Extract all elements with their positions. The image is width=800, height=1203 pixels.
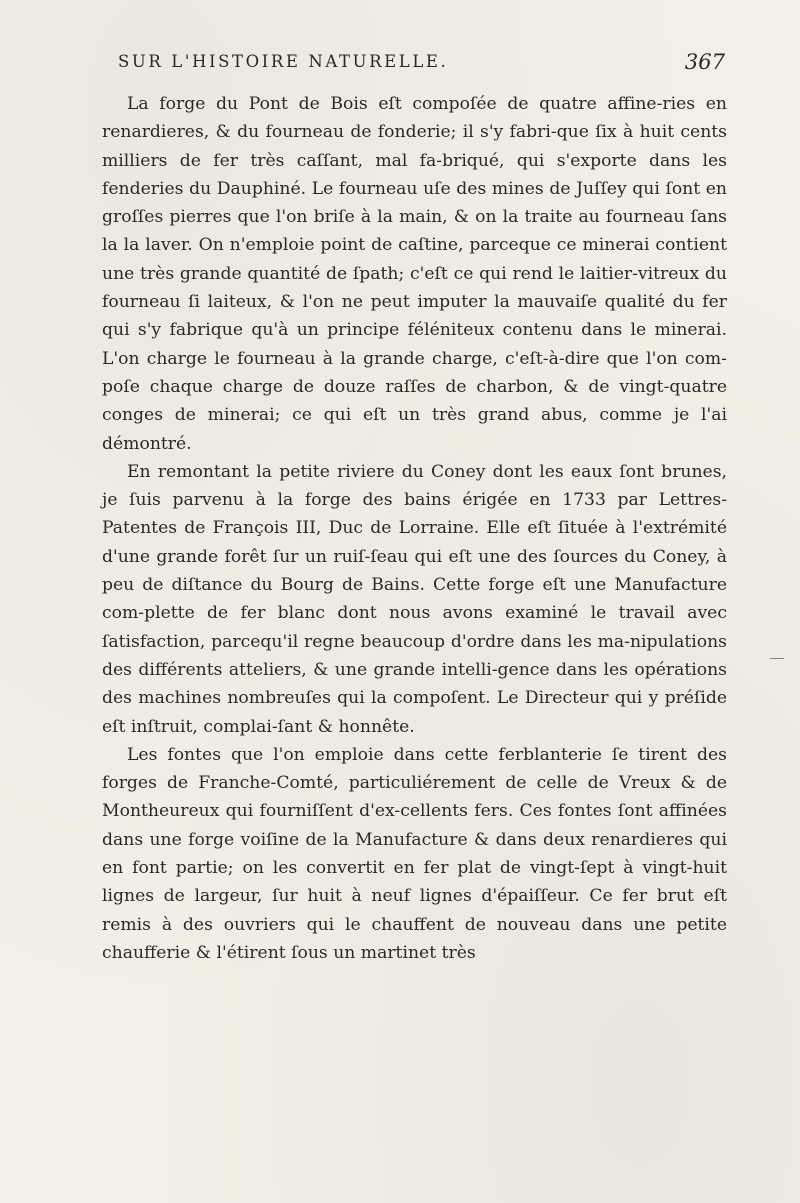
paragraph-forge-des-bains: En remontant la petite riviere du Coney dont les eaux ſont brunes, je ſuis parvenu à la forge des bains érigée en 1733 par Lettres-Patentes de François III, Duc de Lorraine. Elle eſt ſituée à l'extrémité d'une grande forêt ſur un ruiſ-ſeau qui eſt une des ſources du Coney, à peu de diſtance du Bourg de Bains. Cette forge eſt une Manufacture com-plette de fer blanc dont nous avons examiné le travail avec ſatisfaction, parcequ'il regne beaucoup d'ordre dans les ma-nipulations des différents atteliers, & une grande intelli-gence dans les opérations des machines nombreuſes qui la compoſent. Le Directeur qui y préſide eſt inſtruit, complai-ſant & honnête. — [102, 461, 727, 737]
page-number: 367 — [684, 50, 725, 74]
page-header — [118, 52, 725, 82]
paragraph-fontes: Les fontes que l'on emploie dans cette ferblanterie ſe tirent des forges de Franche-Comté, particuliérement de celle de Vreux & de Montheureux qui fourniſſent d'ex-cellents fers. Ces fontes ſont affinées dans une forge voiſine de la Manufacture & dans deux renardieres qui en font partie; on les convertit en fer plat de vingt-ſept à vingt-huit lignes de largeur, ſur huit à neuf lignes d'épaiſſeur. Ce fer brut eſt remis à des ouvriers qui le chauffent de nouveau dans une petite chaufferie & l'étirent ſous un martinet très — [102, 744, 727, 963]
running-title: SUR L'HISTOIRE NATURELLE. — [118, 52, 449, 71]
paragraph-pont-de-bois: La forge du Pont de Bois eſt compoſée de quatre affine-ries en renardieres, & du fourneau de fonderie; il s'y fabri-que ſix à huit cents milliers de fer très caſſant, mal fa-briqué, qui s'exporte dans les fenderies du Dauphiné. Le fourneau uſe des mines de Juſſey qui ſont en groſſes pierres que l'on briſe à la main, & on la traite au fourneau ſans la la laver. On n'emploie point de caſtine, parceque ce minerai contient une très grande quantité de ſpath; c'eſt ce qui rend le laitier-vitreux du fourneau ſi laiteux, & l'on ne peut imputer la mauvaiſe qualité du fer qui s'y fabrique qu'à un principe féléniteux contenu dans le minerai. L'on charge le fourneau à la grande charge, c'eſt-à-dire que l'on com-poſe chaque charge de douze raſſes de charbon, & de vingt-quatre conges de minerai; ce qui eſt un très grand abus, comme je l'ai démontré. — [102, 94, 727, 454]
body-text — [102, 90, 727, 967]
margin-mark — [770, 658, 784, 659]
